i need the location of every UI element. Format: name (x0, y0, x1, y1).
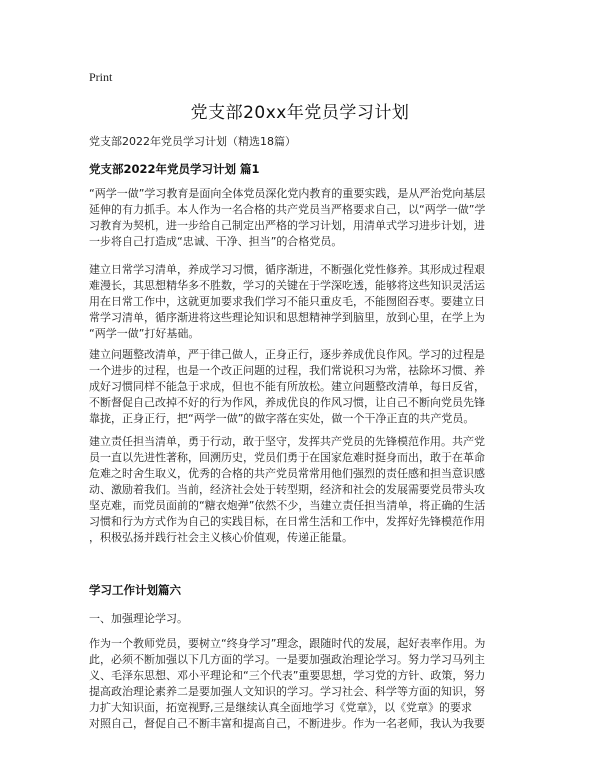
paragraph-line: 动、激励着我们。当前，经济社会处于转型期，经济和社会的发展需要党员带头攻 (89, 483, 485, 496)
paragraph-line: 成好习惯同样不能急于求成，但也不能有所放松。建立问题整改清单，每日反省， (89, 380, 485, 393)
paragraph-line: 员一直以先进性著称，回溯历史，党员们勇于在国家危难时挺身而出，敢于在革命 (89, 451, 485, 464)
paragraph-line: 一步将自己打造成“忠诚、干净、担当”的合格党员。 (89, 235, 343, 248)
paragraph-4 (89, 434, 513, 546)
paragraph-line: 建立问题整改清单，严于律己做人，正身正行，逐步养成优良作风。学习的过程是 (89, 348, 485, 361)
paragraph-line: 用在日常工作中，这就更加要求我们学习不能只重皮毛，不能囫囵吞枣。要建立日 (89, 295, 485, 308)
paragraph-line: 力扩大知识面，拓宽视野,三是继续认真全面地学习《党章》，以《党章》的要求 (89, 701, 472, 714)
paragraph-line: “两学一做”学习教育是面向全体党员深化党内教育的重要实践，是从严治党向基层 (89, 187, 486, 200)
paragraph-line: 常学习清单，循序渐进将这些理论知识和思想精神学到脑里，放到心里，在学上为 (89, 311, 485, 324)
paragraph-line: 习教育为契机，进一步给自己制定出严格的学习计划，用清单式学习进步计划，进 (89, 219, 485, 232)
document-subtitle: 党支部2022年党员学习计划（精选18篇） (89, 135, 296, 148)
paragraph-line: 坚克难，而党员面前的“糖衣炮弹”依然不少，当建立责任担当清单，将正确的生活 (89, 499, 486, 512)
paragraph-line: 义、毛泽东思想、邓小平理论和“三个代表”重要思想，学习党的方针、政策，努力 (89, 669, 486, 682)
paragraph-line: 延伸的有力抓手。本人作为一名合格的共产党员当严格要求自己，以“两学一做”学 (89, 203, 486, 216)
paragraph-line: 习惯和行为方式作为自己的实践目标，在日常生活和工作中，发挥好先锋模范作用 (89, 515, 485, 528)
paragraph-line: 作为一个教师党员，要树立“终身学习”理念，跟随时代的发展，起好表率作用。为 (89, 637, 486, 650)
paragraph-line: 建立责任担当清单，勇于行动，敢于坚守，发挥共产党员的先锋模范作用。共产党 (89, 435, 485, 448)
paragraph-line: 靠拢，正身正行，把“两学一做”的做字落在实处，做一个干净正直的共产党员。 (89, 412, 475, 425)
paragraph-line: 危难之时舍生取义，优秀的合格的共产党员常常用他们强烈的责任感和担当意识感 (89, 467, 485, 480)
paragraph-1 (89, 186, 513, 250)
paragraph-line: 提高政治理论素养二是要加强人文知识的学习。学习社会、科学等方面的知识，努 (89, 685, 485, 698)
paragraph-3 (89, 347, 513, 427)
section-item: 一、加强理论学习。 (89, 612, 188, 625)
paragraph-line: 此，必须不断加强以下几方面的学习。一是要加强政治理论学习。努力学习马列主 (89, 653, 485, 666)
paragraph-line: 难漫长，其思想精华多不胜数，学习的关键在于学深吃透，能够将这些知识灵活运 (89, 279, 485, 292)
paragraph-2 (89, 262, 513, 342)
paragraph-line: ，积极弘扬并践行社会主义核心价值观，传递正能量。 (89, 531, 353, 544)
document-title: 党支部20xx年党员学习计划 (190, 103, 410, 123)
print-label: Print (89, 70, 113, 84)
paragraph-line: 一个进步的过程，也是一个改正问题的过程，我们常说积习为常，祛除坏习惯、养 (89, 364, 485, 377)
paragraph-line: “两学一做”打好基础。 (89, 327, 200, 340)
paragraph-line: 建立日常学习清单，养成学习习惯，循序渐进，不断强化党性修养。其形成过程艰 (89, 263, 485, 276)
paragraph-line: 对照自己，督促自己不断丰富和提高自己，不断进步。作为一名老师，我认为我要 (89, 717, 485, 730)
section-heading-1: 党支部2022年党员学习计划 篇1 (89, 162, 260, 176)
paragraph-line: 不断督促自己改掉不好的行为作风，养成优良的作风习惯，让自己不断向党员先锋 (89, 396, 485, 409)
paragraph-5 (89, 636, 513, 732)
section-heading-2: 学习工作计划篇六 (89, 583, 181, 597)
